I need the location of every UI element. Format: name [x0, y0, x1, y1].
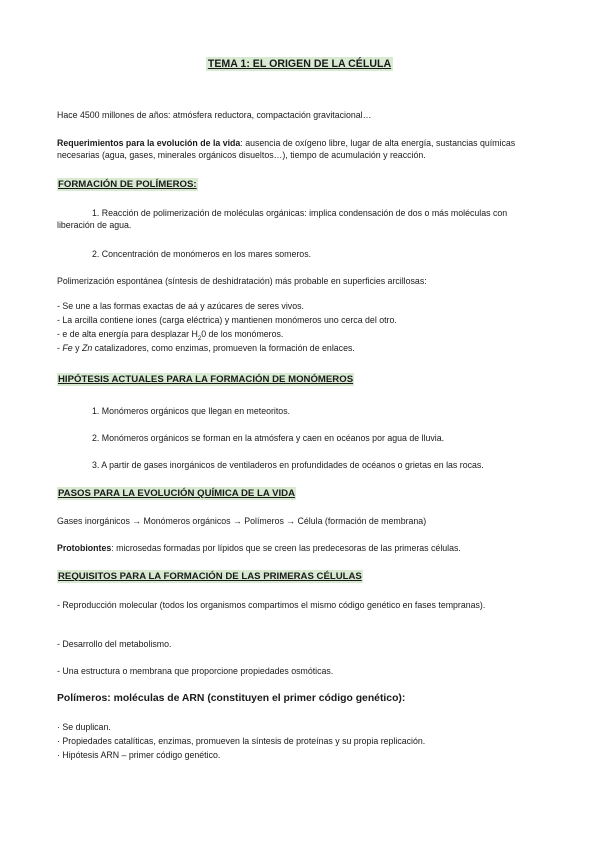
hipotesis-item-2: 2. Monómeros orgánicos se forman en la atmósfera y caen en océanos por agua de lluvia. — [92, 433, 445, 443]
intro-paragraph: Hace 4500 millones de años: atmósfera reductora, compactación gravitacional… — [57, 110, 372, 120]
protobiontes-label: Protobiontes — [57, 543, 112, 553]
arn-item-2: · Propiedades catalíticas, enzimas, promueven la síntesis de proteínas y su propia replicación. — [57, 736, 426, 746]
requirements-label: Requerimientos para la evolución de la vida — [57, 138, 241, 148]
section-heading-requisitos: REQUISITOS PARA LA FORMACIÓN DE LAS PRIMERAS CÉLULAS — [58, 571, 362, 582]
polimeros-paragraph: Polimerización espontánea (síntesis de deshidratación) más probable en superficies arcillosas: — [57, 276, 427, 286]
requirements-paragraph — [57, 137, 547, 161]
bullet-item: - La arcilla contiene iones (carga eléctrica) y mantienen monómeros uno cerca del otro. — [57, 315, 397, 325]
requisitos-item-2: - Desarrollo del metabolismo. — [57, 639, 172, 649]
section-heading-polimeros: FORMACIÓN DE POLÍMEROS: — [58, 179, 197, 190]
hipotesis-item-1: 1. Monómeros orgánicos que llegan en meteoritos. — [92, 406, 291, 416]
hipotesis-item-3: 3. A partir de gases inorgánicos de ventiladeros en profundidades de océanos o grietas en las rocas. — [92, 460, 484, 470]
section-heading-pasos: PASOS PARA LA EVOLUCIÓN QUÍMICA DE LA VIDA — [58, 488, 296, 499]
pasos-steps: Gases inorgánicos → Monómeros orgánicos → Polímeros → Célula (formación de membrana) — [57, 516, 427, 526]
bullet-item: - Fe y Zn catalizadores, como enzimas, promueven la formación de enlaces. — [57, 343, 355, 353]
arn-item-1: · Se duplican. — [57, 722, 111, 732]
requisitos-item-1: - Reproducción molecular (todos los organismos compartimos el mismo código genético en fases tempranas). — [57, 600, 486, 610]
requirements-text: : ausencia de oxígeno libre, lugar de alta energía, sustancias químicas necesarias (agua, gases, minerales orgánicos disueltos…), tiempo de acumulación y reacción. — [57, 138, 516, 160]
document-title: TEMA 1: EL ORIGEN DE LA CÉLULA — [207, 58, 392, 70]
section-heading-arn: Polímeros: moléculas de ARN (constituyen el primer código genético): — [57, 693, 406, 704]
protobiontes-paragraph: Protobiontes: microsedas formadas por lípidos que se creen las predecesoras de las primeras células. — [57, 543, 461, 553]
arn-item-3: · Hipótesis ARN – primer código genético. — [57, 750, 221, 760]
requisitos-item-3: - Una estructura o membrana que proporcione propiedades osmóticas. — [57, 666, 334, 676]
bullet-item: - e de alta energía para desplazar $H_20$ de los monómeros. — [57, 329, 284, 342]
bullet-item: - Se une a las formas exactas de aá y azúcares de seres vivos. — [57, 301, 304, 311]
polimeros-item-2: 2. Concentración de monómeros en los mares someros. — [92, 249, 312, 259]
polimeros-item-1: 1. Reacción de polimerización de moléculas orgánicas: implica condensación de dos o más moléculas con liberación de agua. — [57, 208, 508, 230]
section-heading-hipotesis: HIPÓTESIS ACTUALES PARA LA FORMACIÓN DE MONÓMEROS — [58, 374, 354, 385]
